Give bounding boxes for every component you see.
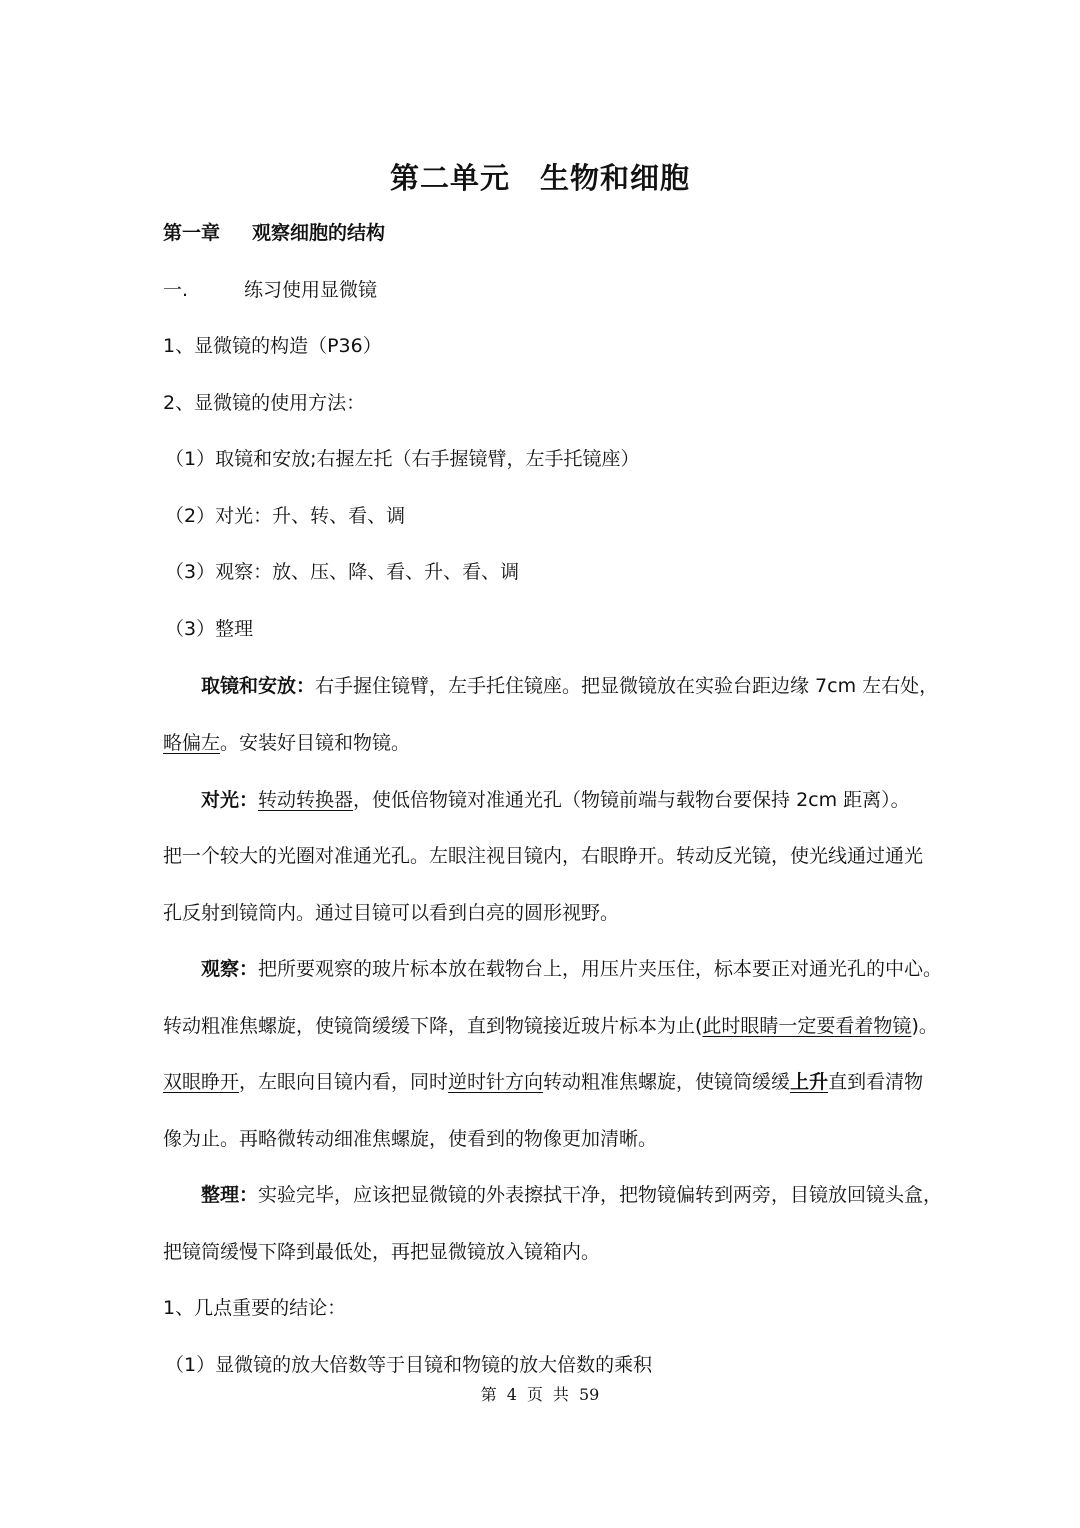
item-structure: 1、显微镜的构造（P36）	[163, 335, 382, 357]
chapter-number: 第一章	[163, 222, 221, 244]
chapter-heading	[163, 220, 385, 246]
paragraph-take-line-2: 略偏左。安装好目镜和物镜。	[163, 732, 411, 754]
total-pages: 59	[578, 1385, 600, 1404]
conclusion-1: （1）显微镜的放大倍数等于目镜和物镜的放大倍数的乘积	[165, 1354, 653, 1376]
section-number: 一.	[163, 279, 189, 301]
chapter-title: 观察细胞的结构	[252, 222, 386, 244]
step-light: （2）对光：升、转、看、调	[165, 505, 406, 527]
label-observe: 观察：	[201, 958, 259, 980]
paragraph-observe-line-4: 像为止。再略微转动细准焦螺旋，使看到的物像更加清晰。	[163, 1128, 658, 1150]
label-take: 取镜和安放：	[201, 675, 316, 697]
step-tidy: （3）整理	[165, 618, 254, 640]
paragraph-observe-line-2: 转动粗准焦螺旋，使镜筒缓缓下降，直到物镜接近玻片标本为止(此时眼睛一定要看着物镜)。	[163, 1015, 938, 1037]
step-observe: （3）观察：放、压、降、看、升、看、调	[165, 561, 520, 583]
page-footer: 第 4 页 共 59	[480, 1385, 600, 1404]
label-light: 对光：	[201, 789, 259, 811]
paragraph-take-line-1: 取镜和安放：右手握住镜臂，左手托住镜座。把显微镜放在实验台距边缘 7cm 左右处，	[201, 675, 939, 697]
page-number: 4	[506, 1385, 517, 1404]
conclusion-heading: 1、几点重要的结论：	[163, 1297, 347, 1319]
section-title: 练习使用显微镜	[244, 279, 378, 301]
section-heading	[163, 277, 377, 303]
label-tidy: 整理：	[201, 1184, 259, 1206]
paragraph-tidy-line-2: 把镜筒缓慢下降到最低处，再把显微镜放入镜箱内。	[163, 1241, 601, 1263]
step-take-and-place: （1）取镜和安放;右握左托（右手握镜臂，左手托镜座）	[165, 448, 640, 470]
paragraph-observe-line-3: 双眼睁开，左眼向目镜内看，同时逆时针方向转动粗准焦螺旋，使镜筒缓缓上升直到看清物	[163, 1071, 924, 1093]
paragraph-observe-line-1: 观察：把所要观察的玻片标本放在载物台上，用压片夹压住，标本要正对通光孔的中心。	[201, 958, 943, 980]
paragraph-light-line-1: 对光：转动转换器，使低倍物镜对准通光孔（物镜前端与载物台要保持 2cm 距离）。	[201, 789, 910, 811]
paragraph-tidy-line-1: 整理：实验完毕，应该把显微镜的外表擦拭干净，把物镜偏转到两旁，目镜放回镜头盒，	[201, 1184, 943, 1206]
paragraph-light-line-2: 把一个较大的光圈对准通光孔。左眼注视目镜内，右眼睁开。转动反光镜，使光线通过通光	[163, 845, 924, 867]
unit-title: 第二单元 生物和细胞	[389, 161, 690, 195]
paragraph-light-line-3: 孔反射到镜筒内。通过目镜可以看到白亮的圆形视野。	[163, 902, 620, 924]
item-usage: 2、显微镜的使用方法：	[163, 392, 366, 414]
